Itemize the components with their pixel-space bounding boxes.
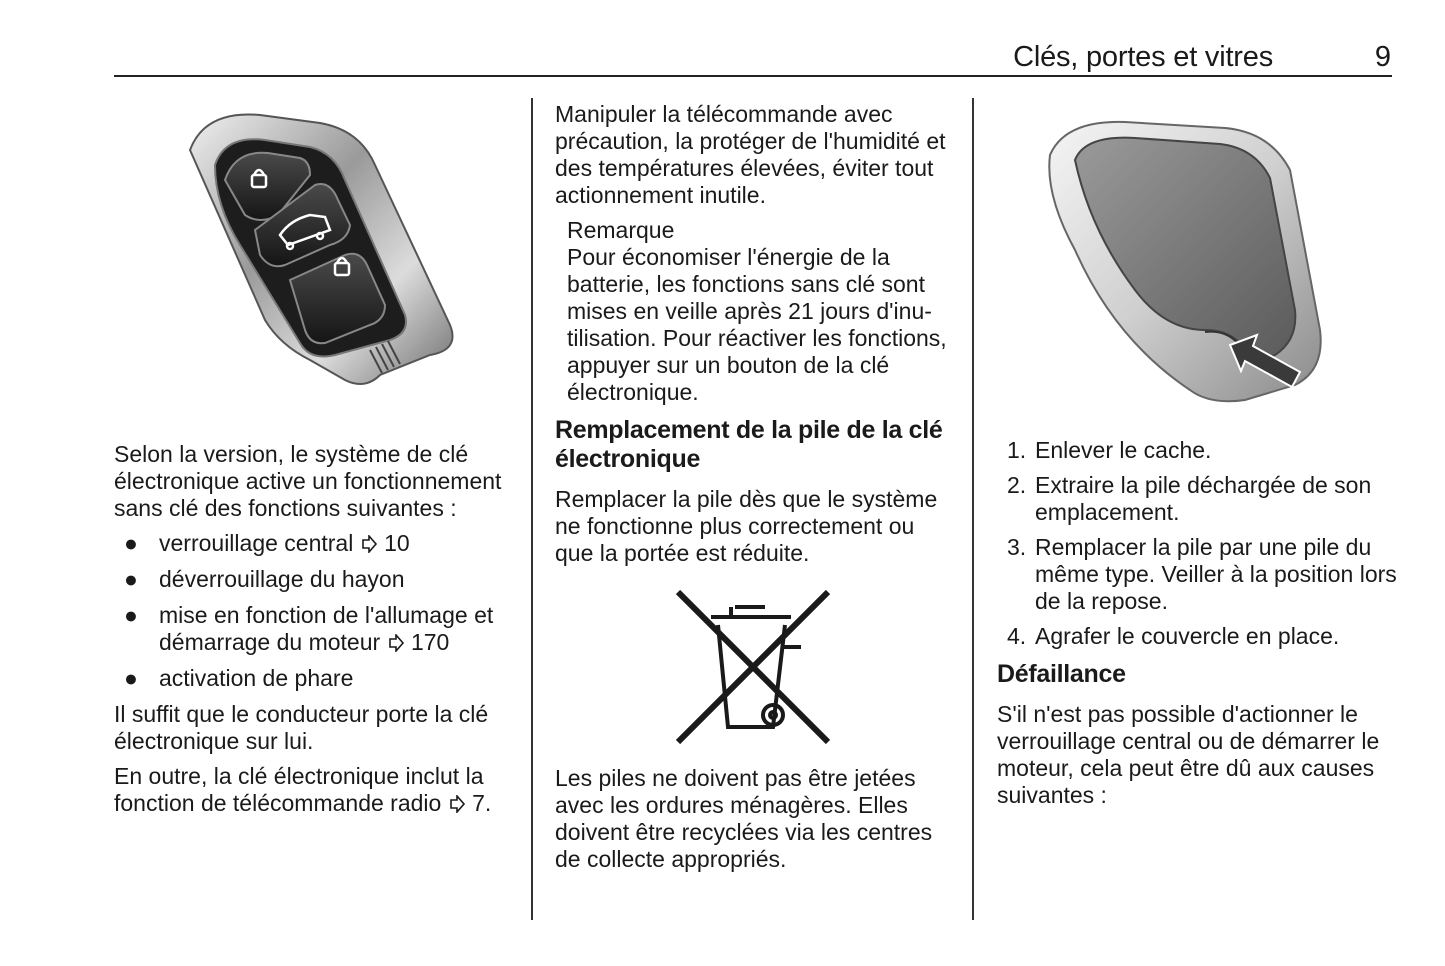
- key-fob-back-illustration: [995, 100, 1393, 418]
- page-reference-icon: [387, 634, 405, 652]
- list-item: [997, 437, 1397, 464]
- list-item-text: activation de phare: [159, 665, 354, 691]
- paragraph: [114, 763, 516, 817]
- list-item-text: mise en fonction de l'allumage et démarrage du moteur: [159, 602, 494, 655]
- page-reference[interactable]: 10: [384, 530, 410, 556]
- step-number: 1.: [1007, 437, 1027, 463]
- note-title: Remarque: [567, 217, 675, 243]
- note-text: Pour économiser l'énergie de la batterie, les fonctions sans clé sont mises en veille après 21 jours d'inutilisation. Pour réactiver les fonctions, appuyer sur un bouton de la clé électronique.: [567, 244, 947, 405]
- intro-paragraph: Selon la version, le système de clé électronique active un fonctionnement sans clé des fonctions suivantes :: [114, 441, 502, 521]
- page-reference-icon: [360, 535, 378, 553]
- bullet-icon: ●: [124, 602, 138, 628]
- list-item: [997, 623, 1397, 650]
- bullet-icon: ●: [124, 566, 138, 592]
- section-heading: Remplacement de la pile de la clé électronique: [555, 416, 943, 473]
- list-item-text: verrouillage central: [159, 530, 354, 556]
- key-fob-illustration: [160, 105, 470, 405]
- paragraph: Manipuler la télécommande avec précaution, la protéger de l'humidité et des températures élevées, éviter tout actionnement inutile.: [555, 101, 946, 208]
- list-item: [114, 602, 516, 656]
- step-text: Remplacer la pile par une pile du même type. Veiller à la position lors de la repose.: [1035, 534, 1397, 614]
- step-number: 2.: [1007, 472, 1027, 498]
- paragraph: Remplacer la pile dès que le système ne fonctionne plus correctement ou que la portée est réduite.: [555, 486, 938, 566]
- page-reference-icon: [448, 795, 466, 813]
- column-divider-2: [972, 98, 974, 920]
- column-3: [997, 437, 1397, 817]
- header-rule: [114, 75, 1392, 77]
- step-number: 3.: [1007, 534, 1027, 560]
- paragraph: Les piles ne doivent pas être jetées avec les ordures ménagères. Elles doivent être recyclées via les centres de collecte appropriés.: [555, 765, 933, 872]
- battery-replacement-steps: [997, 437, 1397, 650]
- step-number: 4.: [1007, 623, 1027, 649]
- step-text: Enlever le cache.: [1035, 437, 1212, 463]
- page-number: 9: [1374, 41, 1391, 73]
- list-item: [114, 665, 516, 692]
- list-item: [114, 566, 516, 593]
- column-divider-1: [531, 98, 533, 920]
- paragraph: Il suffit que le conducteur porte la clé électronique sur lui.: [114, 701, 489, 754]
- paragraph-text: En outre, la clé électronique inclut la fonction de télécommande radio: [114, 763, 484, 816]
- bullet-icon: ●: [124, 530, 138, 556]
- page-reference[interactable]: 170: [410, 629, 450, 655]
- running-header-title: Clés, portes et vitres: [1013, 41, 1273, 73]
- step-text: Extraire la pile déchargée de son emplacement.: [1035, 472, 1372, 525]
- note-box: [555, 217, 955, 406]
- list-item: [114, 530, 516, 557]
- keyless-functions-list: [114, 530, 516, 692]
- list-item-text: déverrouillage du hayon: [159, 566, 405, 592]
- section-heading: Défaillance: [997, 660, 1126, 688]
- list-item: [997, 472, 1397, 526]
- column-1: [114, 441, 516, 825]
- list-item: [997, 534, 1397, 615]
- figure-spacer: [555, 575, 955, 765]
- paragraph: S'il n'est pas possible d'actionner le verrouillage central ou de démarrer le moteur, cela peut être dû aux causes suivantes :: [997, 701, 1380, 808]
- bullet-icon: ●: [124, 665, 138, 691]
- column-2: [555, 101, 955, 881]
- step-text: Agrafer le couvercle en place.: [1035, 623, 1340, 649]
- crossed-out-wheelie-bin-icon: [673, 587, 833, 747]
- page-reference[interactable]: 7.: [472, 790, 492, 816]
